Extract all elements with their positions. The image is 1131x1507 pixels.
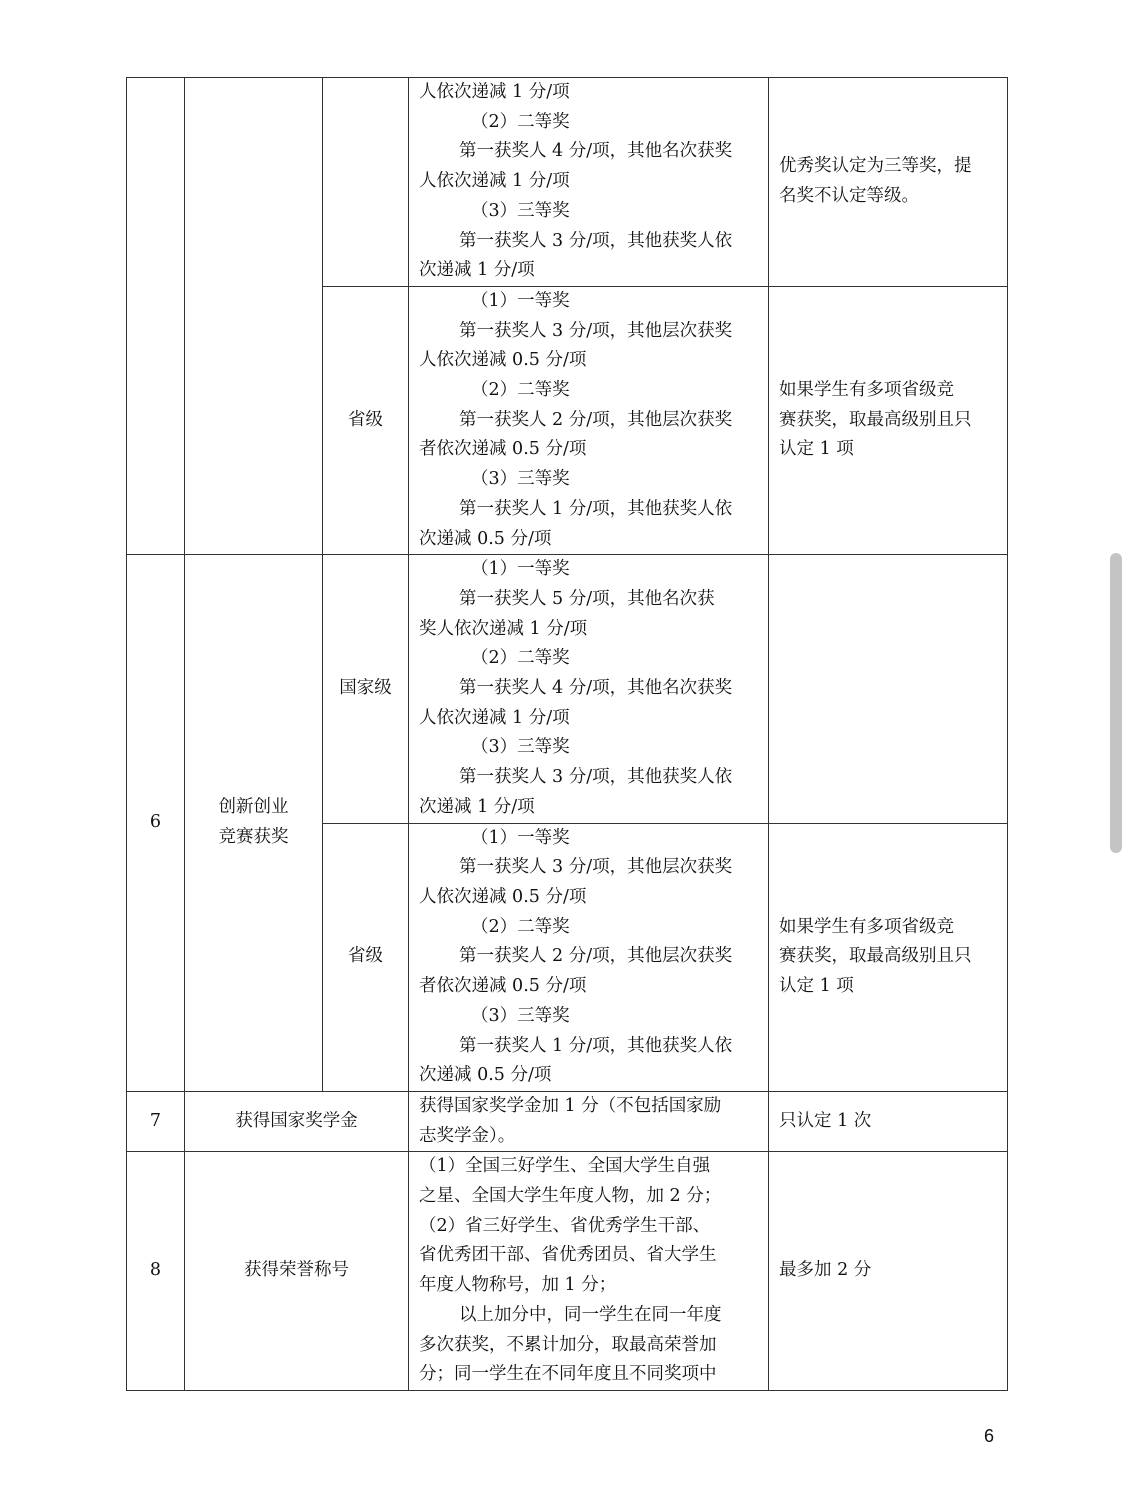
text-line: 第一获奖人 3 分/项，其他层次获奖	[459, 857, 733, 878]
category-cell	[185, 78, 323, 555]
text-line: 认定 1 项	[779, 976, 854, 997]
text-line: 之星、全国大学生年度人物，加 2 分；	[419, 1186, 722, 1207]
table-row	[127, 78, 1008, 287]
rule-cell	[409, 1091, 769, 1151]
table-row	[127, 1152, 1008, 1391]
note-text: 最多加 2 分	[779, 1260, 872, 1281]
text-line: 次递减 0.5 分/项	[419, 1065, 552, 1086]
level-cell	[323, 555, 409, 823]
note-cell	[769, 823, 1008, 1091]
level-label: 国家级	[339, 678, 392, 699]
rule-cell	[409, 286, 769, 554]
rule-cell	[409, 823, 769, 1091]
category-cell	[185, 1152, 409, 1391]
row-number: 8	[149, 1260, 162, 1281]
text-line: （2）省三好学生、省优秀学生干部、	[419, 1215, 711, 1236]
text-line: 志奖学金）。	[419, 1125, 516, 1146]
text-line: 第一获奖人 2 分/项，其他层次获奖	[459, 409, 733, 430]
text-line: 次递减 1 分/项	[419, 260, 535, 281]
level-cell	[323, 286, 409, 554]
text-line: （1）全国三好学生、全国大学生自强	[419, 1156, 711, 1177]
text-line: （3）三等奖	[471, 1005, 570, 1026]
level-cell	[323, 823, 409, 1091]
text-line: 者依次递减 0.5 分/项	[419, 976, 587, 997]
text-line: （2）二等奖	[471, 111, 570, 132]
level-label: 省级	[348, 946, 383, 967]
text-line: （2）二等奖	[471, 380, 570, 401]
vertical-scrollbar[interactable]	[1110, 553, 1122, 853]
note-cell	[769, 78, 1008, 287]
text-line: 第一获奖人 4 分/项，其他名次获奖	[459, 678, 733, 699]
scoring-rules-table	[126, 77, 1008, 1391]
note-text: 只认定 1 次	[779, 1110, 872, 1131]
text-line: （3）三等奖	[471, 200, 570, 221]
text-line: 人依次递减 1 分/项	[419, 171, 570, 192]
level-label: 省级	[348, 409, 383, 430]
text-line: 赛获奖，取最高级别且只	[779, 409, 972, 430]
text-line: （2）二等奖	[471, 648, 570, 669]
note-cell	[769, 1091, 1008, 1151]
text-line: 赛获奖，取最高级别且只	[779, 946, 972, 967]
row-number-cell	[127, 78, 185, 555]
table-row	[127, 1091, 1008, 1151]
row-number-cell	[127, 555, 185, 1092]
text-line: 如果学生有多项省级竞	[779, 916, 954, 937]
text-line: 次递减 0.5 分/项	[419, 528, 552, 549]
page-number: 6	[984, 1426, 995, 1446]
text-line: 分；同一学生在不同年度且不同奖项中	[419, 1364, 717, 1385]
level-cell	[323, 78, 409, 287]
text-line: 竞赛获奖	[218, 827, 289, 848]
text-line: 第一获奖人 4 分/项，其他名次获奖	[459, 141, 733, 162]
text-line: 者依次递减 0.5 分/项	[419, 439, 587, 460]
text-line: 次递减 1 分/项	[419, 796, 535, 817]
text-line: 如果学生有多项省级竞	[779, 380, 954, 401]
text-line: 省优秀团干部、省优秀团员、省大学生	[419, 1245, 717, 1266]
text-line: （1）一等奖	[471, 559, 570, 580]
text-line: 获得国家奖学金加 1 分（不包括国家励	[419, 1095, 722, 1116]
text-line: 第一获奖人 1 分/项，其他获奖人依	[459, 498, 733, 519]
text-line: 第一获奖人 2 分/项，其他层次获奖	[459, 946, 733, 967]
text-line: （1）一等奖	[471, 290, 570, 311]
rule-cell	[409, 555, 769, 823]
category-cell	[185, 555, 323, 1092]
text-line: 年度人物称号，加 1 分；	[419, 1275, 617, 1296]
text-line: 名奖不认定等级。	[779, 185, 919, 206]
row-number: 6	[149, 812, 162, 833]
text-line: 第一获奖人 3 分/项，其他层次获奖	[459, 320, 733, 341]
text-line: （3）三等奖	[471, 737, 570, 758]
category-label: 获得荣誉称号	[244, 1260, 349, 1281]
text-line: 人依次递减 0.5 分/项	[419, 350, 587, 371]
text-line: 以上加分中，同一学生在同一年度	[459, 1304, 722, 1325]
rule-cell	[409, 78, 769, 287]
note-cell	[769, 555, 1008, 823]
text-line: （3）三等奖	[471, 469, 570, 490]
row-number: 7	[149, 1110, 162, 1131]
text-line: 人依次递减 0.5 分/项	[419, 886, 587, 907]
rule-cell	[409, 1152, 769, 1391]
text-line: 创新创业	[218, 797, 289, 818]
note-cell	[769, 1152, 1008, 1391]
text-line: 多次获奖，不累计加分，取最高荣誉加	[419, 1334, 717, 1355]
text-line: 第一获奖人 3 分/项，其他获奖人依	[459, 230, 733, 251]
row-number-cell	[127, 1152, 185, 1391]
text-line: 认定 1 项	[779, 439, 854, 460]
text-line: 第一获奖人 3 分/项，其他获奖人依	[459, 767, 733, 788]
category-cell	[185, 1091, 409, 1151]
text-line: （1）一等奖	[471, 827, 570, 848]
text-line: 人依次递减 1 分/项	[419, 707, 570, 728]
text-line: 奖人依次递减 1 分/项	[419, 618, 588, 639]
text-line: 人依次递减 1 分/项	[419, 82, 570, 102]
table-row	[127, 555, 1008, 823]
text-line: 第一获奖人 1 分/项，其他获奖人依	[459, 1035, 733, 1056]
category-label: 获得国家奖学金	[235, 1110, 358, 1131]
text-line: （2）二等奖	[471, 916, 570, 937]
text-line: 第一获奖人 5 分/项，其他名次获	[459, 588, 715, 609]
note-cell	[769, 286, 1008, 554]
text-line: 优秀奖认定为三等奖，提	[779, 156, 972, 177]
row-number-cell	[127, 1091, 185, 1151]
